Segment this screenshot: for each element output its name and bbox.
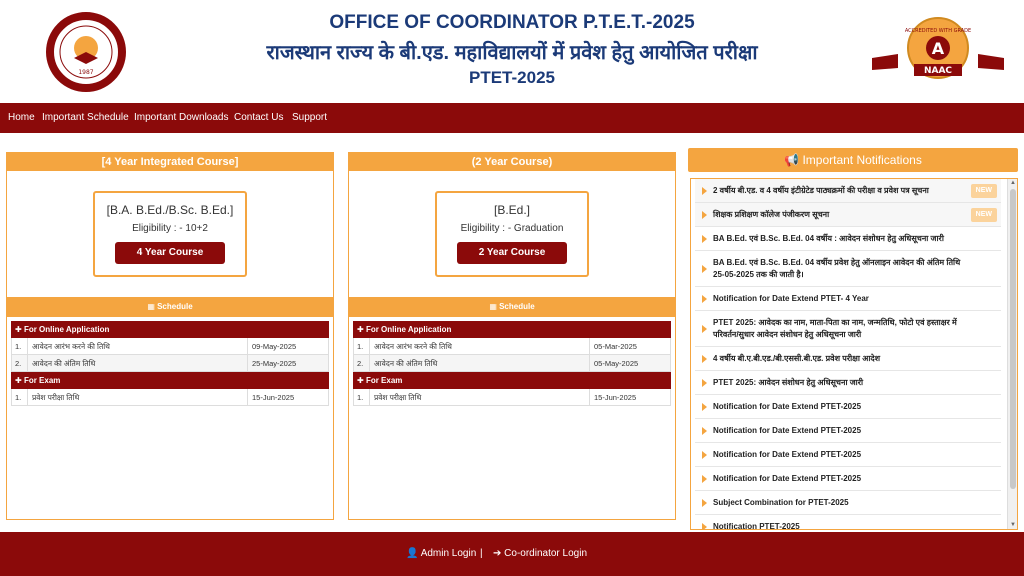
nav-home[interactable]: Home <box>8 112 35 123</box>
notification-items <box>691 179 1017 530</box>
user-icon: 👤 <box>406 548 421 559</box>
notification-item[interactable] <box>695 467 1001 491</box>
nav-support[interactable]: Support <box>292 112 328 123</box>
course-box <box>435 191 589 277</box>
table-row <box>11 389 329 406</box>
admin-login-label: Admin Login <box>420 548 477 559</box>
coordinator-login-link[interactable] <box>493 532 587 576</box>
login-icon: ➔ <box>493 548 505 559</box>
course-title: [B.A. B.Ed./B.Sc. B.Ed.] <box>106 203 234 217</box>
online-rows <box>11 338 329 372</box>
course-title: [B.Ed.] <box>493 203 531 217</box>
caret-right-icon <box>702 523 707 531</box>
notification-text: PTET 2025: आवेदन संशोधन हेतु अधिसूचना जारी <box>713 377 864 387</box>
row-number: 1. <box>12 389 28 405</box>
notification-item[interactable] <box>695 419 1001 443</box>
course-panel-2-year <box>348 152 676 520</box>
caret-right-icon <box>702 355 707 363</box>
course-box <box>93 191 247 277</box>
2-year-course-button[interactable]: 2 Year Course <box>457 242 567 264</box>
table-row <box>353 355 671 372</box>
row-label: प्रवेश परीक्षा तिथि <box>28 389 248 405</box>
row-label: आवेदन आरंभ करने की तिथि <box>28 338 248 354</box>
caret-right-icon <box>702 265 707 273</box>
notification-item[interactable] <box>695 203 1001 227</box>
course-eligibility: Eligibility : - Graduation <box>460 223 564 234</box>
notification-text: Subject Combination for PTET-2025 <box>713 497 849 507</box>
site-header <box>0 0 1024 103</box>
calendar-icon: ▦ <box>489 302 500 311</box>
schedule-header <box>349 297 675 317</box>
notification-text: शिक्षक प्रशिक्षण कॉलेज पंजीकरण सूचना <box>713 209 830 219</box>
notification-item[interactable] <box>695 251 1001 287</box>
caret-right-icon <box>702 427 707 435</box>
caret-right-icon <box>702 235 707 243</box>
caret-right-icon <box>702 211 707 219</box>
row-date: 15-Jun-2025 <box>594 393 637 402</box>
notification-text: Notification PTET-2025 <box>713 521 800 530</box>
university-logo <box>38 12 134 92</box>
exam-rows <box>353 389 671 406</box>
admin-login-link[interactable] <box>406 532 476 576</box>
online-rows <box>353 338 671 372</box>
course-panel-header: [4 Year Integrated Course] <box>7 153 333 171</box>
pin-icon: ✚ <box>15 376 24 385</box>
caret-right-icon <box>702 325 707 333</box>
schedule-header <box>7 297 333 317</box>
caret-right-icon <box>702 295 707 303</box>
notification-text: BA B.Ed. एवं B.Sc. B.Ed. 04 वर्षीय प्रवेश हेतु ऑनलाइन आवेदन की अंतिम तिथि 25-05-2025 तक की जाती है। <box>713 257 961 279</box>
caret-right-icon <box>702 451 707 459</box>
notifications-header <box>688 148 1018 172</box>
exam-section <box>11 372 329 389</box>
naac-accredited-text: ACCREDITED WITH GRADE <box>904 28 972 34</box>
notification-text: Notification for Date Extend PTET-2025 <box>713 401 862 411</box>
notification-item[interactable] <box>695 371 1001 395</box>
notification-item[interactable] <box>695 443 1001 467</box>
main-nav <box>0 103 1024 133</box>
course-panel-4-year <box>6 152 334 520</box>
naac-grade: A <box>931 39 945 58</box>
calendar-icon: ▦ <box>147 302 158 311</box>
schedule-table <box>353 321 671 406</box>
page-title: OFFICE OF COORDINATOR P.T.E.T.-2025 <box>329 12 695 33</box>
naac-label: NAAC <box>923 66 953 76</box>
exam-name: PTET-2025 <box>469 68 555 87</box>
notification-item[interactable] <box>695 179 1001 203</box>
nav-important-downloads[interactable]: Important Downloads <box>134 112 229 123</box>
notification-item[interactable] <box>695 515 1001 530</box>
notification-item[interactable] <box>695 311 1001 347</box>
notification-item[interactable] <box>695 347 1001 371</box>
footer-separator: | <box>480 548 483 559</box>
exam-section <box>353 372 671 389</box>
course-panel-header: (2 Year Course) <box>349 153 675 171</box>
course-eligibility: Eligibility : - 10+2 <box>132 223 208 234</box>
notifications-list <box>690 178 1018 530</box>
caret-right-icon <box>702 379 707 387</box>
caret-right-icon <box>702 187 707 195</box>
section-label: For Online Application <box>365 325 452 334</box>
table-row <box>11 338 329 355</box>
row-number: 1. <box>354 338 370 354</box>
row-label: आवेदन की अंतिम तिथि <box>370 355 590 371</box>
schedule-table <box>11 321 329 406</box>
pin-icon: ✚ <box>357 325 366 334</box>
logo-year: 1987 <box>78 69 94 76</box>
naac-logo <box>868 14 1008 86</box>
notification-text: PTET 2025: आवेदक का नाम, माता-पिता का नाम, जन्मतिथि, फोटो एवं हस्ताक्षर में परिवर्तन/सुधार आवेदन संशोधन हेतु अधिसूचना जारी <box>713 317 957 339</box>
notification-text: Notification for Date Extend PTET- 4 Year <box>713 293 869 303</box>
notification-text: BA B.Ed. एवं B.Sc. B.Ed. 04 वर्षीय : आवेदन संशोधन हेतु अधिसूचना जारी <box>713 233 944 243</box>
row-date: 09-May-2025 <box>252 342 297 351</box>
row-number: 2. <box>354 355 370 371</box>
row-number: 1. <box>12 338 28 354</box>
nav-contact-us[interactable]: Contact Us <box>234 112 284 123</box>
notification-item[interactable] <box>695 287 1001 311</box>
notifications-title: Important Notifications <box>802 153 922 167</box>
caret-right-icon <box>702 499 707 507</box>
schedule-label: Schedule <box>499 302 535 311</box>
4-year-course-button[interactable]: 4 Year Course <box>115 242 225 264</box>
notification-item[interactable] <box>695 227 1001 251</box>
online-application-section <box>11 321 329 338</box>
notification-text: Notification for Date Extend PTET-2025 <box>713 449 862 459</box>
schedule-label: Schedule <box>157 302 193 311</box>
row-date: 25-May-2025 <box>252 359 297 368</box>
scroll-thumb[interactable] <box>1010 189 1016 489</box>
online-application-section <box>353 321 671 338</box>
section-label: For Exam <box>23 376 61 385</box>
table-row <box>353 338 671 355</box>
exam-rows <box>11 389 329 406</box>
row-number: 2. <box>12 355 28 371</box>
section-label: For Online Application <box>23 325 110 334</box>
new-badge: NEW <box>971 184 997 198</box>
row-label: आवेदन आरंभ करने की तिथि <box>370 338 590 354</box>
notification-item[interactable] <box>695 491 1001 515</box>
table-row <box>11 355 329 372</box>
pin-icon: ✚ <box>15 325 24 334</box>
row-label: आवेदन की अंतिम तिथि <box>28 355 248 371</box>
row-label: प्रवेश परीक्षा तिथि <box>370 389 590 405</box>
table-row <box>353 389 671 406</box>
notifications-panel <box>688 148 1018 530</box>
row-date: 05-May-2025 <box>594 359 639 368</box>
scroll-down-arrow-icon[interactable]: ▼ <box>1010 522 1016 528</box>
new-badge: NEW <box>971 208 997 222</box>
scroll-up-arrow-icon[interactable]: ▲ <box>1010 180 1016 186</box>
caret-right-icon <box>702 403 707 411</box>
notification-item[interactable] <box>695 395 1001 419</box>
megaphone-icon: 📢 <box>784 153 803 167</box>
coordinator-login-label: Co-ordinator Login <box>504 548 587 559</box>
notification-text: 4 वर्षीय बी.ए.बी.एड./बी.एससी.बी.एड. प्रवेश परीक्षा आदेश <box>713 353 881 363</box>
caret-right-icon <box>702 475 707 483</box>
nav-important-schedule[interactable]: Important Schedule <box>42 112 129 123</box>
notifications-scrollbar[interactable] <box>1007 179 1017 529</box>
section-label: For Exam <box>365 376 403 385</box>
row-date: 15-Jun-2025 <box>252 393 295 402</box>
page-subtitle: राजस्थान राज्य के बी.एड. महाविद्यालयों में प्रवेश हेतु आयोजित परीक्षा <box>266 42 758 64</box>
row-number: 1. <box>354 389 370 405</box>
pin-icon: ✚ <box>357 376 366 385</box>
row-date: 05-Mar-2025 <box>594 342 637 351</box>
notification-text: Notification for Date Extend PTET-2025 <box>713 473 862 483</box>
notification-text: 2 वर्षीय बी.एड. व 4 वर्षीय इंटीग्रेटेड पाठ्यक्रमों की परीक्षा व प्रवेश पत्र सूचना <box>713 185 929 195</box>
notification-text: Notification for Date Extend PTET-2025 <box>713 425 862 435</box>
site-footer <box>0 532 1024 576</box>
